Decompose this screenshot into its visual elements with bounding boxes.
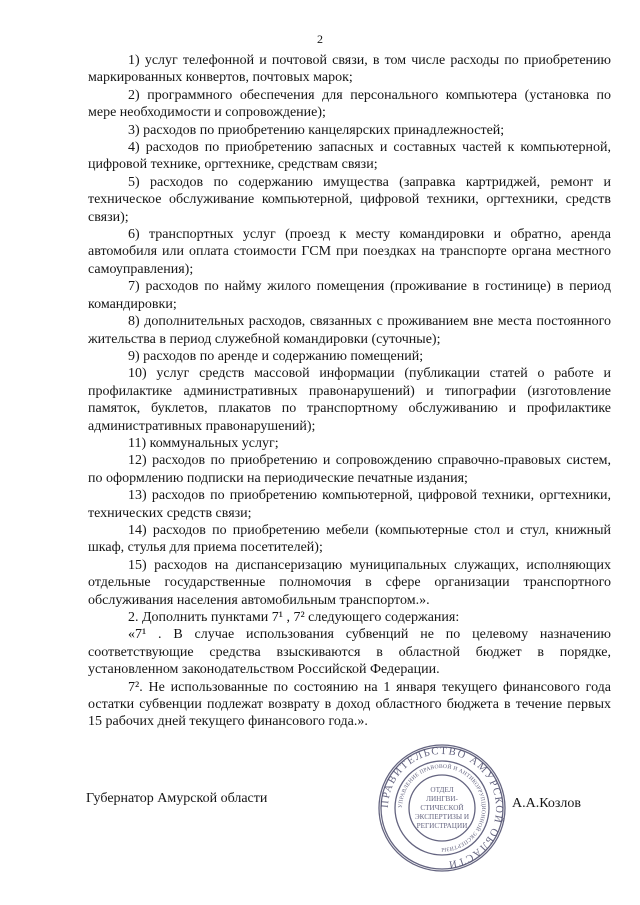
- signatory-title: Губернатор Амурской области: [86, 791, 268, 806]
- signatory-name: А.А.Козлов: [512, 796, 581, 811]
- list-item: 11) коммунальных услуг;: [128, 435, 279, 451]
- list-item: 6) транспортных услуг (проезд к месту командировки и обратно, аренда автомобиля или оплата стоимости ГСМ при поездках на транспорте органа местного самоуправления);: [88, 227, 612, 277]
- page-number: 2: [317, 32, 323, 46]
- list-item: 8) дополнительных расходов, связанных с проживанием вне места постоянного жительства в период служебной командировки (суточные);: [88, 314, 611, 347]
- list-item: 9) расходов по аренде и содержанию помещений;: [128, 348, 424, 364]
- list-item: 3) расходов по приобретению канцелярских принадлежностей;: [128, 122, 505, 138]
- list-item: 14) расходов по приобретению мебели (компьютерные стол и стул, книжный шкаф, стулья для приема посетителей);: [88, 522, 612, 556]
- official-seal: [376, 742, 508, 874]
- paragraph-7-2: 7². Не использованные по состоянию на 1 января текущего финансового года остатки субвенции подлежат возврату в доход областного бюджета в течение первых 15 рабочих дней текущего финансового года.».: [88, 679, 611, 730]
- amendment-intro: 2. Дополнить пунктами 7¹ , 7² следующего содержания:: [128, 610, 460, 625]
- list-item: 2) программного обеспечения для персонального компьютера (установка по мере необходимости и сопровождение);: [88, 87, 611, 121]
- seal-inner-text: УПРАВЛЕНИЕ ПРАВОВОЙ И АНТИКОРРУПЦИОННОЙ ЭКСПЕРТИЗЫ: [397, 763, 487, 853]
- seal-center-line: ЭКСПЕРТИЗЫ И: [414, 813, 470, 821]
- list-item: 5) расходов по содержанию имущества (заправка картриджей, ремонт и техническое обслуживание компьютерной, цифровой техники, оргтехники, средств связи);: [88, 174, 612, 225]
- document-body: [88, 52, 611, 731]
- seal-outer-text: ПРАВИТЕЛЬСТВО АМУРСКОЙ ОБЛАСТИ: [379, 745, 505, 870]
- paragraph-7-1: «7¹ . В случае использования субвенций не по целевому назначению соответствующие средства взыскиваются в областной бюджет в порядке, установленном законодательством Российской Федерации.: [88, 627, 611, 678]
- list-item: 13) расходов по приобретению компьютерной, цифровой техники, оргтехники, технических средств связи;: [88, 488, 612, 521]
- list-item: 7) расходов по найму жилого помещения (проживание в гостинице) в период командировки;: [88, 279, 612, 312]
- list-item: 4) расходов по приобретению запасных и составных частей к компьютерной, цифровой технике, оргтехнике, средствам связи;: [88, 140, 611, 173]
- list-item: 10) услуг средств массовой информации (публикации статей о работе и профилактике административных правонарушений) и типографии (изготовление памяток, буклетов, плакатов по транспортному обслуживанию и профилактике административных правонарушений);: [88, 366, 611, 434]
- seal-center-line: ОТДЕЛ: [430, 786, 454, 794]
- list-item: 15) расходов на диспансеризацию муниципальных служащих, исполняющих отдельные государственные полномочия в сфере организации транспортного обслуживания населения автомобильным транспортом.».: [88, 557, 611, 608]
- seal-center-line: СТИЧЕСКОЙ: [420, 804, 464, 812]
- list-item: 12) расходов по приобретению и сопровождению справочно-правовых систем, по оформлению подписки на периодические печатные издания;: [88, 453, 612, 486]
- list-item: 1) услуг телефонной и почтовой связи, в том числе расходы по приобретению маркированных конвертов, почтовых марок;: [88, 53, 611, 86]
- seal-center-line: ЛИНГВИ-: [426, 795, 458, 803]
- seal-center-line: РЕГИСТРАЦИИ: [416, 822, 468, 830]
